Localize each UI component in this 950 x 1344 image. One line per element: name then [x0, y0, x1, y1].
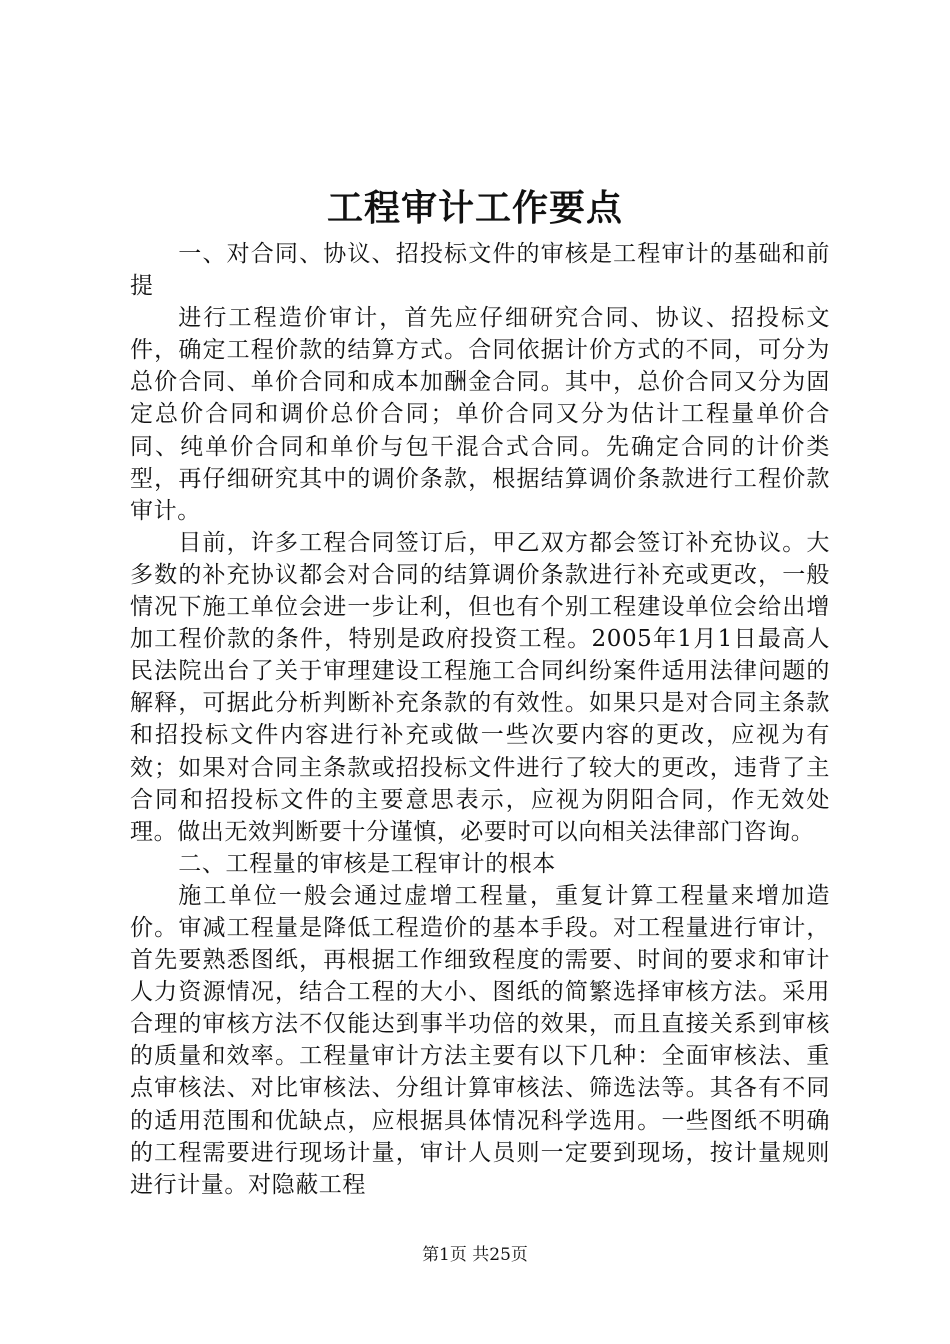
document-body	[130, 238, 830, 1201]
body-paragraph: 施工单位一般会通过虚增工程量，重复计算工程量来增加造价。审减工程量是降低工程造价的基本手段。对工程量进行审计，首先要熟悉图纸，再根据工作细致程度的需要、时间的要求和审计人力资源情况，结合工程的大小、图纸的简繁选择审核方法。采用合理的审核方法不仅能达到事半功倍的效果，而且直接关系到审核的质量和效率。工程量审计方法主要有以下几种：全面审核法、重点审核法、对比审核法、分组计算审核法、筛选法等。其各有不同的适用范围和优缺点，应根据具体情况科学选用。一些图纸不明确的工程需要进行现场计量，审计人员则一定要到现场，按计量规则进行计量。对隐蔽工程	[130, 882, 830, 1198]
section-heading-2: 二、工程量的审核是工程审计的根本	[178, 850, 556, 877]
page-number-footer: 第1页 共25页	[422, 1245, 528, 1265]
body-paragraph: 目前，许多工程合同签订后，甲乙双方都会签订补充协议。大多数的补充协议都会对合同的结算调价条款进行补充或更改，一般情况下施工单位会进一步让利，但也有个别工程建设单位会给出增加工程价款的条件，特别是政府投资工程。2005年1月1日最高人民法院出台了关于审理建设工程施工合同纠纷案件适用法律问题的解释，可据此分析判断补充条款的有效性。如果只是对合同主条款和招投标文件内容进行补充或做一些次要内容的更改，应视为有效；如果对合同主条款或招投标文件进行了较大的更改，违背了主合同和招投标文件的主要意思表示，应视为阴阳合同，作无效处理。做出无效判断要十分谨慎，必要时可以向相关法律部门咨询。	[130, 529, 830, 845]
document-title: 工程审计工作要点	[326, 187, 623, 229]
body-paragraph: 进行工程造价审计，首先应仔细研究合同、协议、招投标文件，确定工程价款的结算方式。合同依据计价方式的不同，可分为总价合同、单价合同和成本加酬金合同。其中，总价合同又分为固定总价合同和调价总价合同；单价合同又分为估计工程量单价合同、纯单价合同和单价与包干混合式合同。先确定合同的计价类型，再仔细研究其中的调价条款，根据结算调价条款进行工程价款审计。	[130, 305, 830, 524]
section-heading-1: 一、对合同、协议、招投标文件的审核是工程审计的基础和前提	[130, 241, 830, 300]
